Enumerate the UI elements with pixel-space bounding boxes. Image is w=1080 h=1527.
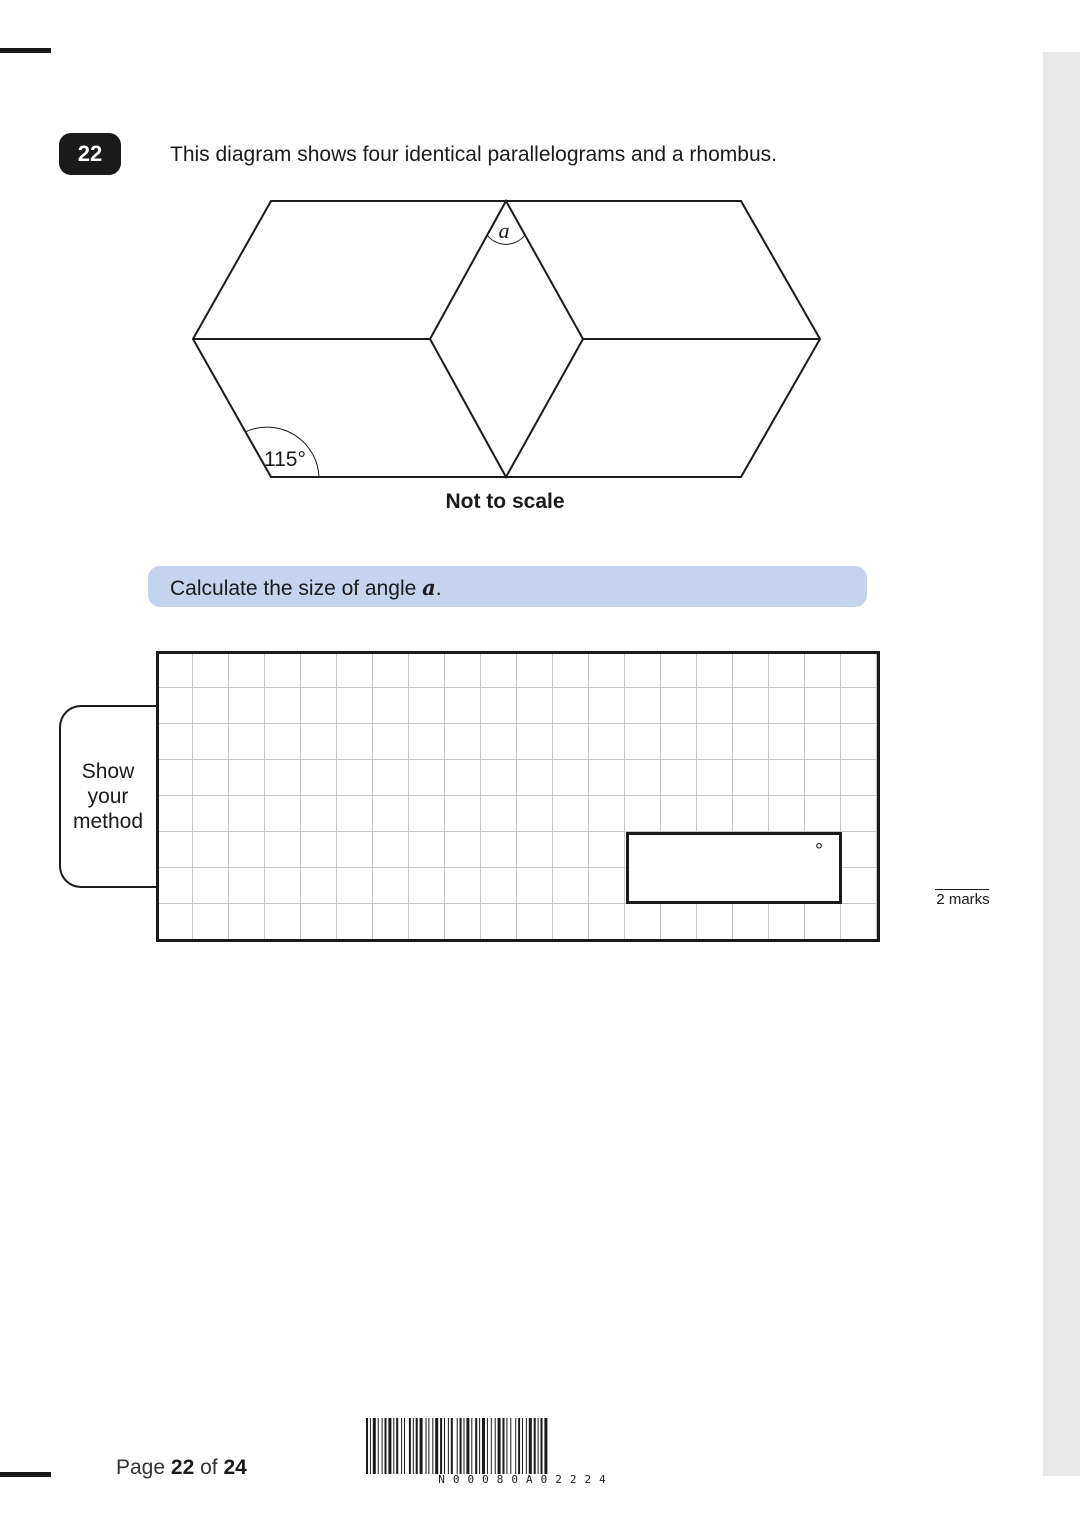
question-intro: This diagram shows four identical parallelograms and a rhombus. bbox=[170, 143, 777, 166]
barcode-bar bbox=[404, 1418, 405, 1474]
barcode-bar bbox=[479, 1418, 480, 1474]
barcode-bar bbox=[464, 1418, 465, 1474]
barcode-bar bbox=[518, 1418, 520, 1474]
barcode-bar bbox=[413, 1418, 414, 1474]
barcode-bar bbox=[378, 1418, 379, 1474]
barcode-bar bbox=[541, 1418, 543, 1474]
degree-unit: ° bbox=[815, 840, 823, 862]
barcode-bar bbox=[475, 1418, 477, 1474]
barcode-bar bbox=[420, 1418, 423, 1474]
barcode-bar bbox=[529, 1418, 532, 1474]
barcode-bar bbox=[515, 1418, 516, 1474]
barcode-bar bbox=[503, 1418, 505, 1474]
barcode-bar bbox=[444, 1418, 445, 1474]
method-label-line: Show bbox=[81, 760, 135, 783]
angle-label-a: a bbox=[498, 218, 510, 243]
marks-rule bbox=[935, 889, 989, 890]
barcode-bar bbox=[426, 1418, 427, 1474]
barcode-bar bbox=[534, 1418, 536, 1474]
barcode-bar bbox=[471, 1418, 472, 1474]
instruction-end: . bbox=[435, 577, 442, 600]
barcode-bar bbox=[370, 1418, 371, 1474]
barcode-bar bbox=[466, 1418, 469, 1474]
barcode-bar bbox=[382, 1418, 383, 1474]
answer-box[interactable] bbox=[626, 832, 842, 904]
marks-label: 2 marks bbox=[936, 891, 990, 908]
method-label-line: your bbox=[87, 785, 129, 808]
page-total: 24 bbox=[223, 1456, 247, 1479]
barcode-bar bbox=[526, 1418, 527, 1474]
barcode-bar bbox=[487, 1418, 488, 1474]
instruction-text: Calculate the size of angle bbox=[170, 577, 423, 600]
barcode bbox=[366, 1418, 686, 1474]
barcode-bar bbox=[495, 1418, 496, 1474]
barcode-bar bbox=[491, 1418, 492, 1474]
barcode-bar bbox=[416, 1418, 418, 1474]
barcode-bar bbox=[435, 1418, 438, 1474]
show-method-label bbox=[60, 759, 156, 834]
barcode-bar bbox=[432, 1418, 433, 1474]
barcode-bar bbox=[373, 1418, 376, 1474]
barcode-text: N00080A02224 bbox=[438, 1473, 614, 1486]
instruction-variable: a bbox=[422, 575, 436, 600]
barcode-bar bbox=[440, 1418, 442, 1474]
barcode-bar bbox=[366, 1418, 368, 1474]
page-current: 22 bbox=[170, 1456, 195, 1479]
barcode-bar bbox=[457, 1418, 458, 1474]
barcode-bar bbox=[428, 1418, 429, 1474]
question-number-badge: 22 bbox=[59, 133, 121, 175]
page-separator: of bbox=[194, 1456, 224, 1479]
page-prefix: Page bbox=[116, 1456, 171, 1479]
barcode-bar bbox=[385, 1418, 387, 1474]
barcode-bar bbox=[396, 1418, 398, 1474]
question-instruction bbox=[148, 566, 867, 607]
barcode-bar bbox=[448, 1418, 449, 1474]
barcode-bar bbox=[401, 1418, 402, 1474]
barcode-bar bbox=[451, 1418, 453, 1474]
crop-mark-bottom bbox=[0, 1472, 51, 1477]
barcode-bar bbox=[388, 1418, 391, 1474]
barcode-bar bbox=[460, 1418, 462, 1474]
barcode-bar bbox=[510, 1418, 511, 1474]
page-number bbox=[116, 1455, 247, 1481]
method-label-line: method bbox=[72, 810, 144, 833]
barcode-bar bbox=[538, 1418, 539, 1474]
barcode-bar bbox=[482, 1418, 485, 1474]
barcode-bar bbox=[506, 1418, 507, 1474]
parallelogram-rhombus-diagram bbox=[0, 0, 1080, 520]
barcode-bar bbox=[522, 1418, 523, 1474]
barcode-bar bbox=[544, 1418, 547, 1474]
barcode-bar bbox=[393, 1418, 394, 1474]
barcode-bar bbox=[409, 1418, 411, 1474]
barcode-bar bbox=[498, 1418, 501, 1474]
angle-label-115: 115° bbox=[264, 448, 306, 471]
not-to-scale-caption: Not to scale bbox=[445, 490, 565, 513]
